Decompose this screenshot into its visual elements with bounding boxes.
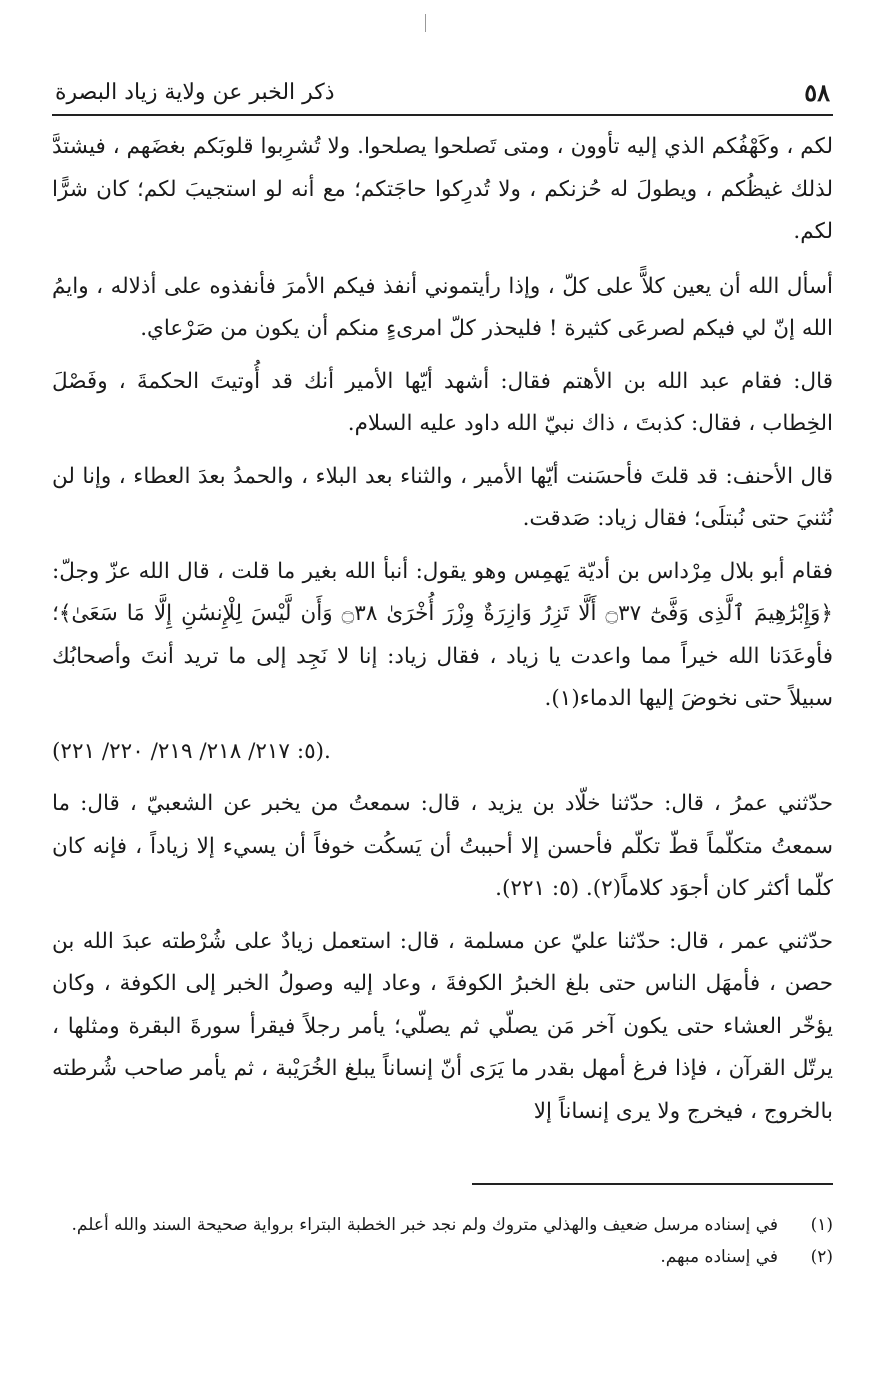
footnote <box>52 1242 833 1272</box>
footnote-text: في إسناده مبهم. <box>660 1247 778 1267</box>
body-text <box>52 126 833 1143</box>
paragraph: حدّثني عمرُ ، قال: حدّثنا خلّاد بن يزيد ، قال: سمعتُ من يخبر عن الشعبيّ ، قال: ما سمعتُ متكلّماً قطّ تكلّم فأحسن إلا أحببتُ أن يَسكُت خوفاً أن يسيء إلا زياداً ، فإنه كان كلّما أكثر كان أجوَد كلاماً(٢). (٥: ٢٢١). <box>52 791 833 901</box>
footnote-text: في إسناده مرسل ضعيف والهذلي متروك ولم نجد خبر الخطبة البتراء برواية صحيحة السند والله أعلم. <box>71 1215 778 1235</box>
crop-mark <box>425 14 426 32</box>
footnote-mark: (٢) <box>810 1247 833 1267</box>
footnotes <box>52 1210 833 1272</box>
footnote-rule <box>472 1183 833 1185</box>
paragraph: قال الأحنف: قد قلتَ فأحسَنت أيّها الأمير ، والثناء بعد البلاء ، والحمدُ بعدَ العطاء ، وإنا لن نُثنيَ حتى نُبتلَى؛ فقال زياد: صَدقت. <box>52 463 833 531</box>
paragraph: فقام أبو بلال مِرْداس بن أديّة يَهمِس وهو يقول: أنبأ الله بغير ما قلت ، قال الله عزّ وجلّ: ﴿وَإِبْرَٰهِيمَ ٱلَّذِى وَفَّىٰٓ ۝٣٧ أَلَّا تَزِرُ وَازِرَةٌ وِزْرَ أُخْرَىٰ ۝٣٨ وَأَن لَّيْسَ لِلْإِنسَٰنِ إِلَّا مَا سَعَىٰ﴾؛ فأوعَدَنا الله خيراً مما واعدت يا زياد ، فقال زياد: إنا لا نَجِد إلى ما تريد أنتَ وأصحابُك سبيلاً حتى نخوضَ إليها الدماء(١). <box>52 558 833 711</box>
page-header <box>55 72 830 112</box>
footnote <box>52 1210 833 1240</box>
paragraph: أسأل الله أن يعين كلاًّ على كلّ ، وإذا رأيتموني أنفذ فيكم الأمرَ فأنفذوه على أذلاله ، وايمُ الله إنّ لي فيكم لصرعَى كثيرة ! فليحذر كلّ امرىءٍ منكم أن يكون من صَرْعاي. <box>52 273 833 341</box>
paragraph: لكم ، وكَهْفُكم الذي إليه تأوون ، ومتى تَصلحوا يصلحوا. ولا تُشرِبوا قلوبَكم بغضَهم ، فيشتدَّ لذلك غيظُكم ، ويطولَ له حُزنكم ، ولا تُدرِكوا حاجَتكم؛ مع أنه لو استجيبَ لكم؛ كان شرًّا لكم. <box>52 134 833 244</box>
citation: (٥: ٢١٧/ ٢١٨/ ٢١٩/ ٢٢٠/ ٢٢١). <box>52 738 331 764</box>
footnote-mark: (١) <box>810 1215 833 1235</box>
running-title: ذكر الخبر عن ولاية زياد البصرة <box>55 79 335 105</box>
paragraph: قال: فقام عبد الله بن الأهتم فقال: أشهد أيّها الأمير أنك قد أُوتيتَ الحكمةَ ، وفَصْلَ الخِطاب ، فقال: كذبتَ ، ذاك نبيّ الله داود عليه السلام. <box>52 368 833 436</box>
page-number: ٥٨ <box>804 77 830 107</box>
paragraph: حدّثني عمر ، قال: حدّثنا عليّ عن مسلمة ، قال: استعمل زيادٌ على شُرْطته عبدَ الله بن حصن ، فأمهَل الناس حتى بلغ الخبرُ الكوفةَ ، وعاد إليه وصولُ الخبر إلى الكوفة ، وكان يؤخّر العشاء حتى يكون آخر مَن يصلّي ثم يصلّي؛ يأمر رجلاً فيقرأ سورةَ البقرة ومثلها ، يرتّل القرآن ، فإذا فرغ أمهل بقدر ما يَرَى أنّ إنساناً يبلغ الخُرَيْبة ، ثم يأمر صاحب شُرطته بالخروج ، فيخرج ولا يرى إنساناً إلا <box>52 928 833 1124</box>
header-rule <box>52 114 833 116</box>
